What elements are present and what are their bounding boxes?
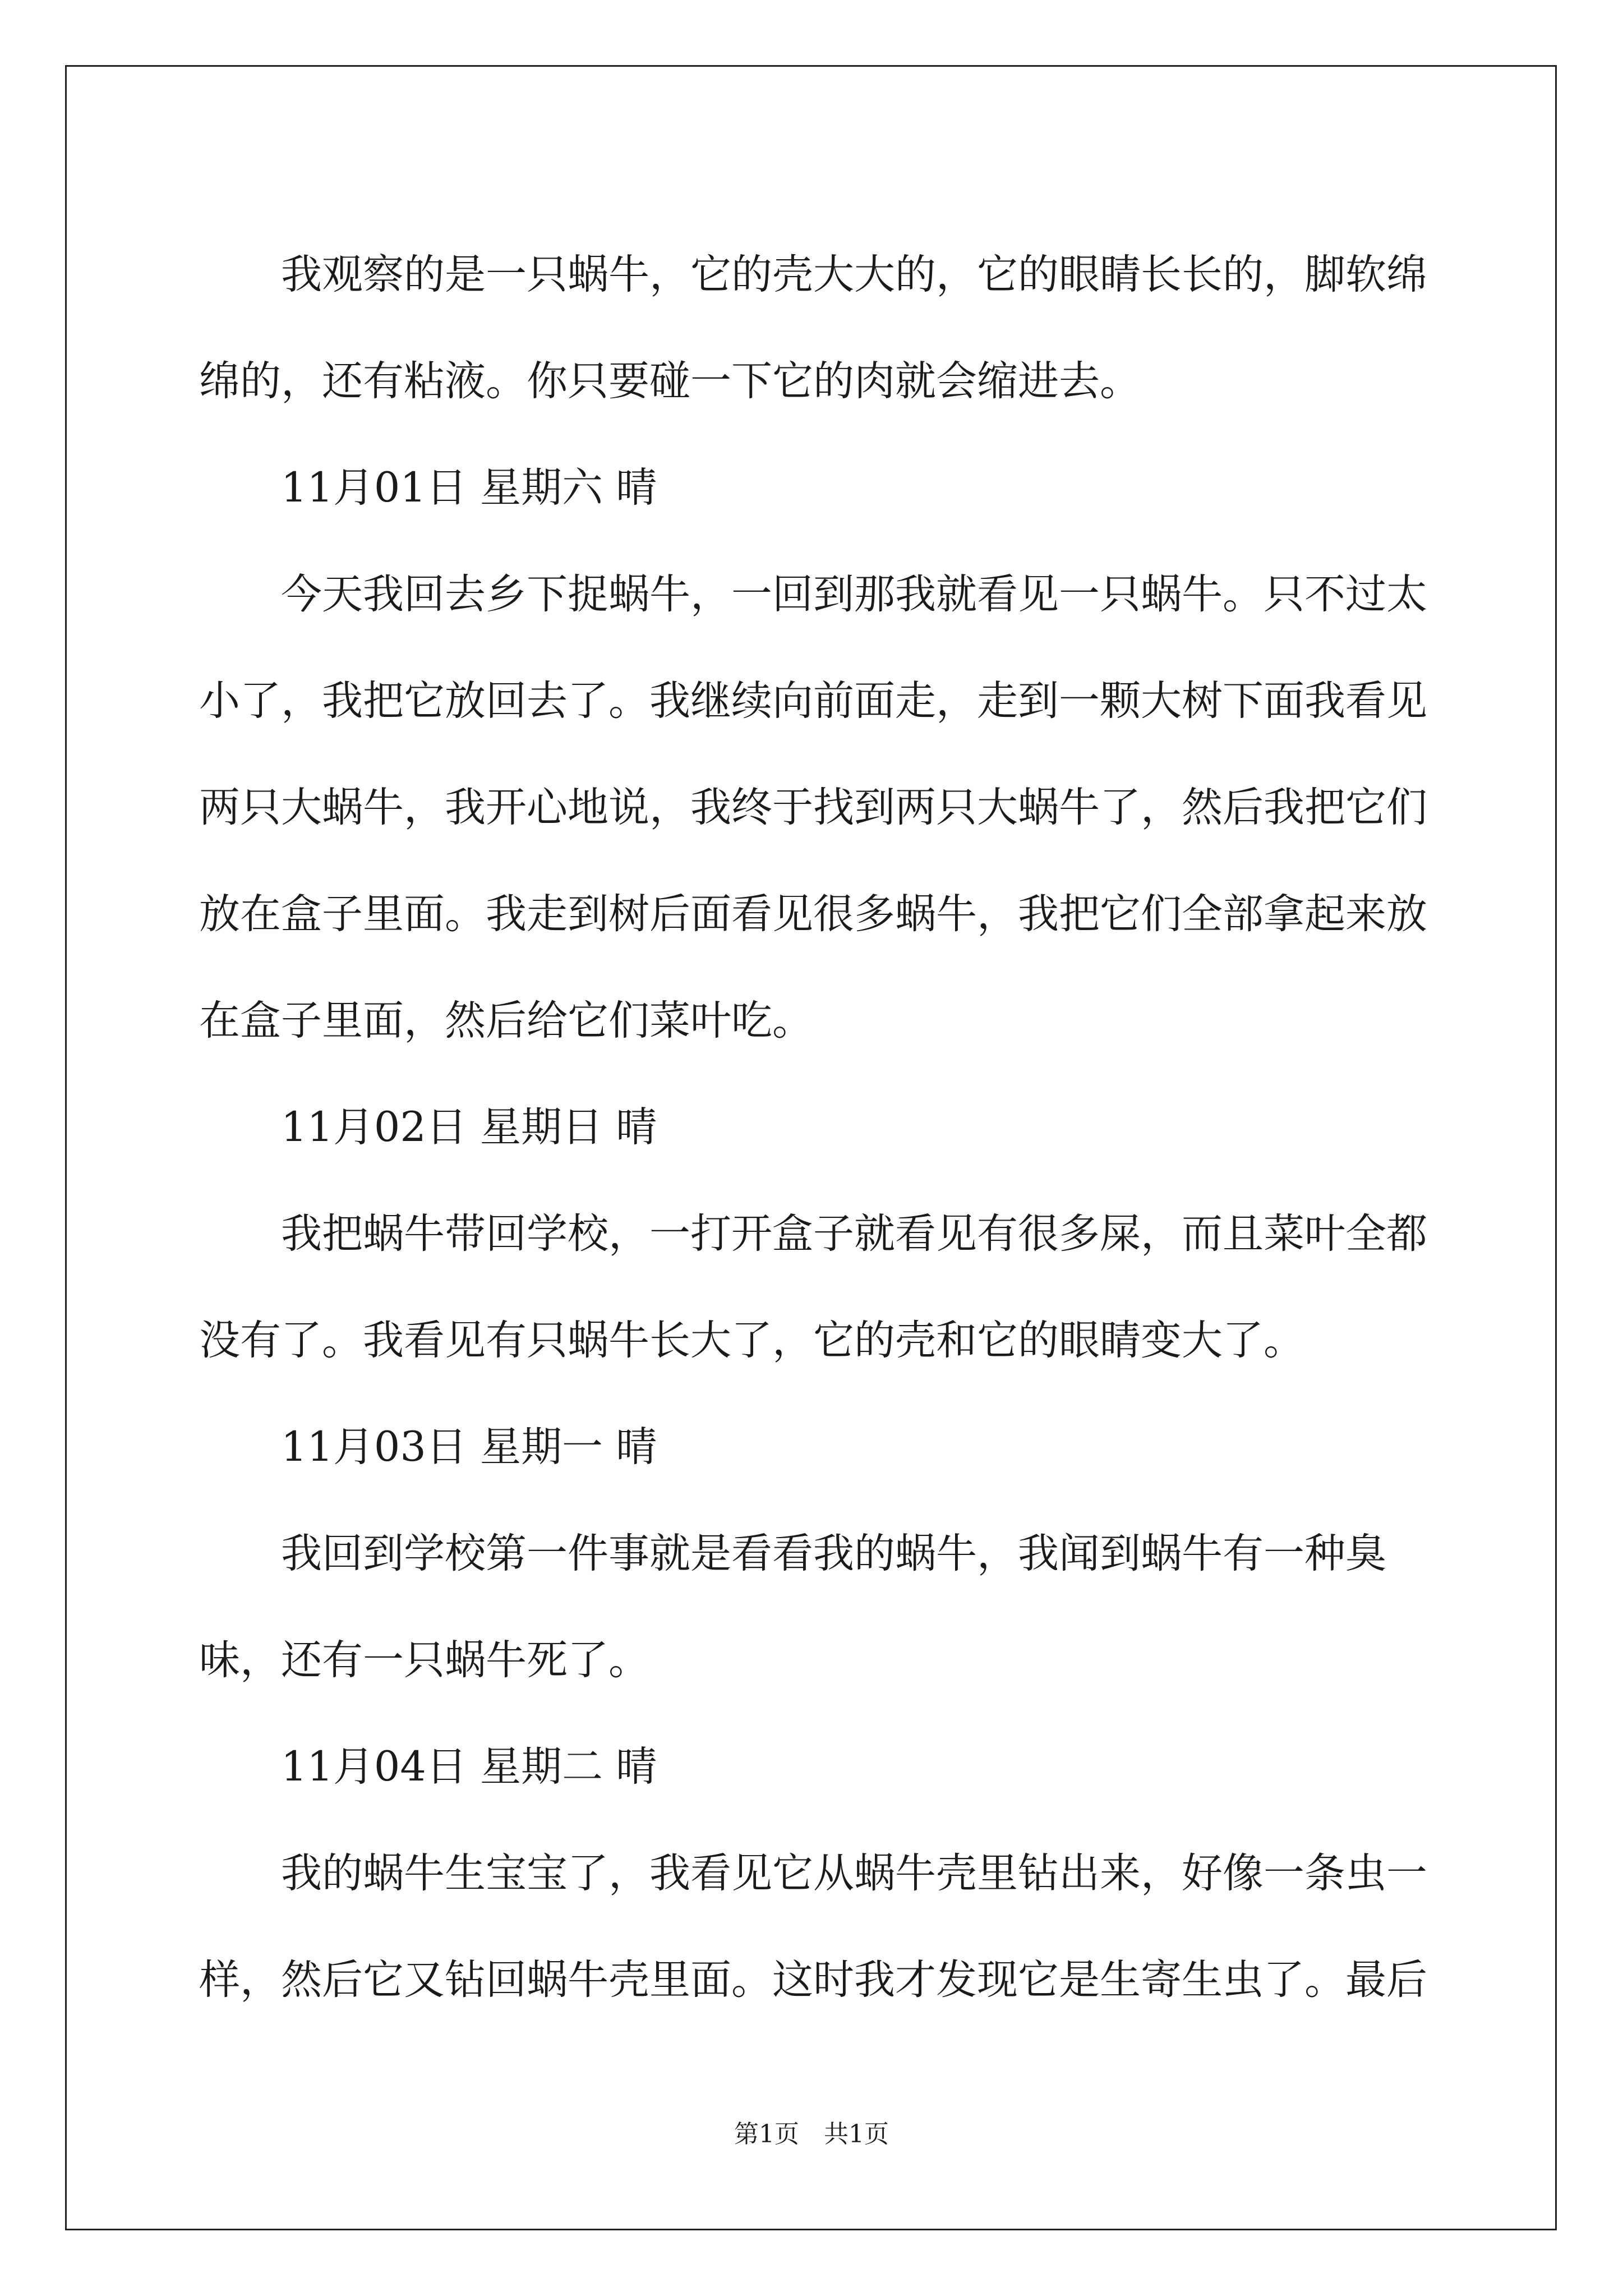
date-heading-nov-03: 11月03日 星期一 晴	[281, 1423, 657, 1471]
date-heading-nov-04: 11月04日 星期二 晴	[281, 1743, 657, 1791]
document-body	[199, 222, 1441, 2033]
paragraph-nov-04: 我的蜗牛生宝宝了，我看见它从蜗牛壳里钻出来，好像一条虫一样，然后它又钻回蜗牛壳里面。这时我才发现它是生寄生虫了。最后	[199, 1849, 1427, 2004]
paragraph-intro: 我观察的是一只蜗牛，它的壳大大的，它的眼睛长长的，脚软绵绵的，还有粘液。你只要碰一下它的肉就会缩进去。	[199, 251, 1427, 405]
paragraph-nov-03: 我回到学校第一件事就是看看我的蜗牛，我闻到蜗牛有一种臭味，还有一只蜗牛死了。	[199, 1530, 1386, 1684]
date-heading-nov-01: 11月01日 星期六 晴	[281, 464, 657, 512]
paragraph-nov-02: 我把蜗牛带回学校，一打开盒子就看见有很多屎，而且菜叶全都没有了。我看见有只蜗牛长大了，它的壳和它的眼睛变大了。	[199, 1210, 1427, 1364]
page-number-footer: 第1页 共1页	[734, 2120, 889, 2148]
date-heading-nov-02: 11月02日 星期日 晴	[281, 1103, 657, 1151]
paragraph-nov-01: 今天我回去乡下捉蜗牛，一回到那我就看见一只蜗牛。只不过太小了，我把它放回去了。我继续向前面走，走到一颗大树下面我看见两只大蜗牛，我开心地说，我终于找到两只大蜗牛了，然后我把它们放在盒子里面。我走到树后面看见很多蜗牛，我把它们全部拿起来放在盒子里面，然后给它们菜叶吃。	[199, 570, 1427, 1045]
